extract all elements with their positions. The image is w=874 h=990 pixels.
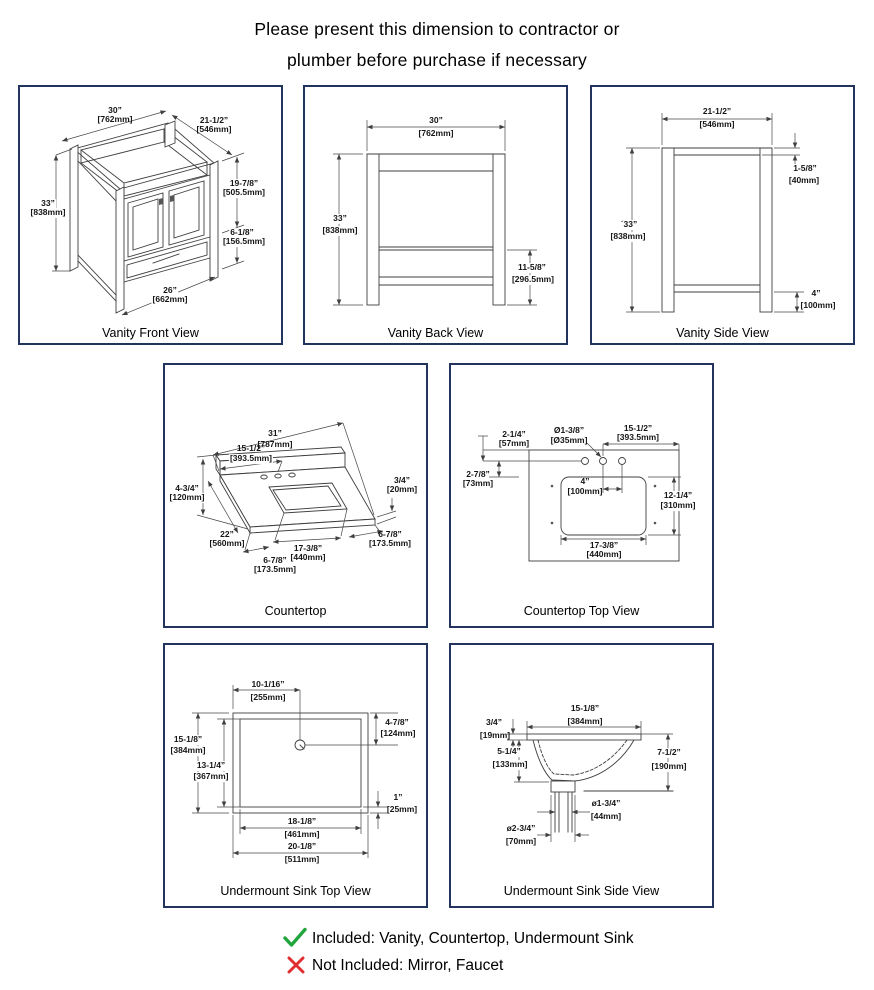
dim-label: [73mm] (462, 478, 494, 489)
dim-label: 30” (429, 115, 443, 126)
panel-sink-side-view (449, 643, 714, 908)
dim-label: 12-1/4” (663, 490, 693, 501)
dim-label: [461mm] (284, 829, 320, 840)
panel-caption: Vanity Front View (102, 326, 199, 340)
panel-countertop (163, 363, 428, 628)
dim-label: 33” (41, 198, 55, 209)
dim-label: 15-1/8” (570, 703, 600, 714)
dim-label: [173.5mm] (368, 538, 412, 549)
dim-label: 20-1/8” (287, 841, 317, 852)
panel-vanity-front-view (18, 85, 283, 345)
dim-label: 19-7/8” (229, 178, 259, 189)
dim-label: 15-1/8” (173, 734, 203, 745)
panel-caption: Countertop (264, 604, 327, 618)
dim-label: [440mm] (290, 552, 326, 563)
dim-label: 6-7/8” (378, 529, 402, 540)
dim-label: [255mm] (250, 692, 286, 703)
dim-label: [762mm] (97, 114, 133, 125)
dim-label: [57mm] (498, 438, 530, 449)
dim-label: 33” (333, 213, 347, 224)
dim-label: 4” (580, 476, 590, 487)
dim-label: 1-5/8” (793, 163, 817, 174)
dim-label: 6-1/8” (230, 227, 254, 238)
dim-label: 4-7/8” (385, 717, 409, 728)
dim-label: 2-7/8” (466, 469, 490, 480)
panel-caption: Vanity Side View (676, 326, 769, 340)
dim-label: [384mm] (170, 745, 206, 756)
dim-label: [546mm] (699, 119, 735, 130)
dim-label: [44mm] (590, 811, 622, 822)
dim-label: [173.5mm] (253, 564, 297, 575)
dim-label: [393.5mm] (616, 432, 660, 443)
dim-label: 15-1/2” (623, 423, 653, 434)
panel-caption: Undermount Sink Side View (503, 884, 660, 898)
dim-label: [393.5mm] (229, 453, 273, 464)
dim-label: 3/4” (485, 717, 503, 728)
header-line-1: Please present this dimension to contractor or (254, 19, 620, 39)
panel-caption: Undermount Sink Top View (220, 884, 371, 898)
sink-side-drawing (451, 645, 712, 906)
dim-label: [20mm] (386, 484, 418, 495)
dim-label: 22” (220, 529, 234, 540)
dim-label: [367mm] (193, 771, 229, 782)
dim-label: 17-3/8” (589, 540, 619, 551)
dim-label: [25mm] (386, 804, 418, 815)
dim-label: 26” (163, 285, 177, 296)
dim-label: 13-1/4” (196, 760, 226, 771)
not-included-text: Not Included: Mirror, Faucet (312, 957, 504, 974)
dim-label: [40mm] (788, 175, 820, 186)
dim-label: [838mm] (322, 225, 358, 236)
dim-label: [662mm] (152, 294, 188, 305)
dim-label: [Ø35mm] (550, 435, 588, 446)
panel-caption: Countertop Top View (523, 604, 640, 618)
included-text: Included: Vanity, Countertop, Undermount Sink (312, 930, 634, 947)
dim-label: [100mm] (567, 486, 603, 497)
dim-label: 2-1/4” (502, 429, 526, 440)
dim-label: [762mm] (418, 128, 454, 139)
dim-label: [787mm] (257, 439, 293, 450)
dim-label: ´33” (620, 219, 638, 230)
panel-vanity-side-view (590, 85, 855, 345)
dim-label: 21-1/2” (199, 115, 229, 126)
dim-label: 21-1/2” (702, 106, 732, 117)
dim-label: [384mm] (567, 716, 603, 727)
dim-label: [133mm] (492, 759, 528, 770)
dim-label: [70mm] (505, 836, 537, 847)
dim-label: [838mm] (610, 231, 646, 242)
panel-vanity-back-view (303, 85, 568, 345)
header-line-2: plumber before purchase if necessary (287, 50, 587, 70)
dim-label: ø1-3/4” (591, 798, 621, 809)
dim-label: [156.5mm] (222, 236, 266, 247)
dim-label: 11-5/8” (518, 262, 546, 273)
dim-label: 17-3/8” (293, 543, 323, 554)
dim-label: 5-1/4” (497, 746, 521, 757)
dim-label: [190mm] (651, 761, 687, 772)
dim-label: [838mm] (30, 207, 66, 218)
dim-label: [100mm] (800, 300, 836, 311)
panel-caption: Vanity Back View (387, 326, 484, 340)
dim-label: [124mm] (380, 728, 416, 739)
panel-sink-top-view (163, 643, 428, 908)
dim-label: 4-3/4” (175, 483, 199, 494)
dim-label: 4” (811, 288, 821, 299)
dim-label: 7-1/2” (657, 747, 681, 758)
dim-label: ø2-3/4” (506, 823, 536, 834)
dim-label: [546mm] (196, 124, 232, 135)
dim-label: [296.5mm] (511, 274, 555, 285)
dim-label: [505.5mm] (222, 187, 266, 198)
dim-label: 6-7/8” (263, 555, 287, 566)
panel-countertop-top-view (449, 363, 714, 628)
dim-label: Ø1-3/8” (553, 425, 585, 436)
dim-label: [19mm] (479, 730, 511, 741)
check-icon (283, 927, 307, 947)
dim-label: 18-1/8” (287, 816, 317, 827)
dim-label: 3/4” (393, 475, 411, 486)
dim-label: [440mm] (586, 549, 622, 560)
dim-label: [310mm] (660, 500, 696, 511)
dim-label: [560mm] (209, 538, 245, 549)
dim-label: [120mm] (169, 492, 205, 503)
dim-label: 30” (108, 105, 122, 116)
dim-label: 1” (393, 792, 403, 803)
dim-label: 15-1/2” (236, 443, 266, 454)
dim-label: 10-1/16” (251, 679, 285, 690)
dim-label: 31” (268, 428, 282, 439)
dim-label: [511mm] (284, 854, 320, 865)
x-icon (287, 956, 305, 974)
